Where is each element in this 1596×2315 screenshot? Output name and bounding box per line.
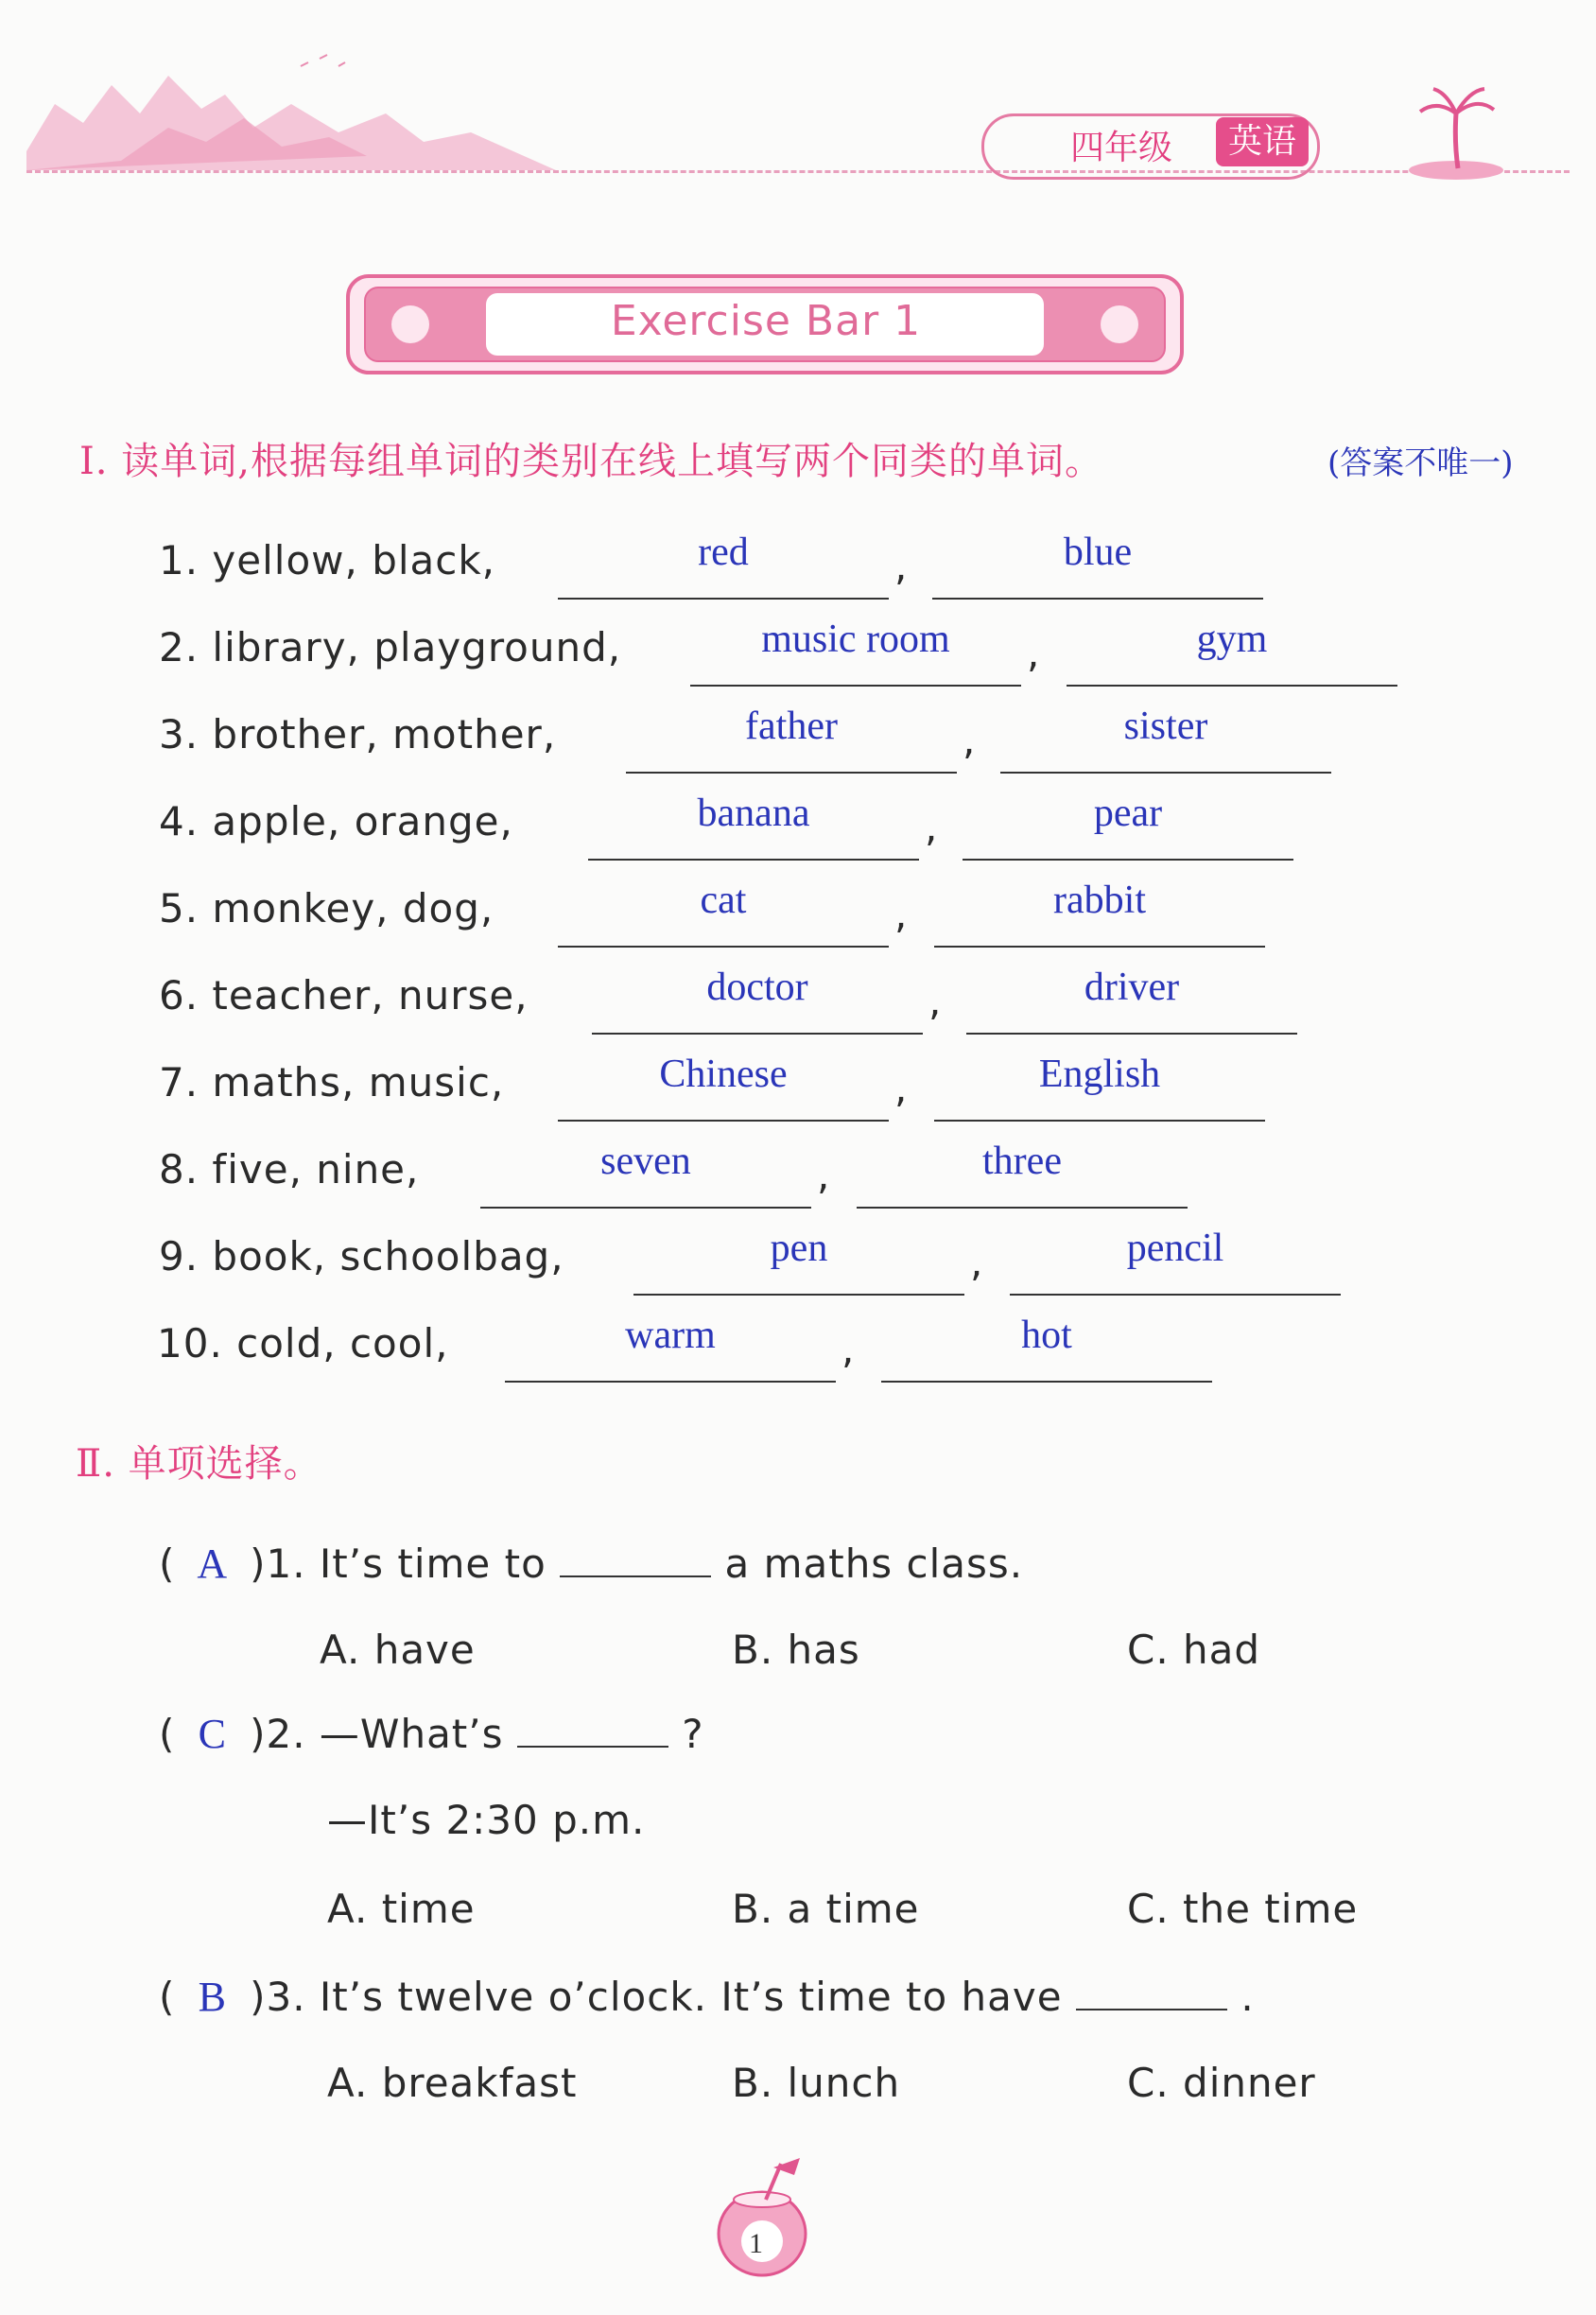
mc2-option-c[interactable]: C. the time xyxy=(1127,1886,1359,1932)
separator-comma: , xyxy=(963,717,976,763)
handwritten-answer: warm xyxy=(625,1314,716,1357)
separator-comma: , xyxy=(925,804,938,850)
handwritten-answer: driver xyxy=(1084,966,1180,1009)
mc1-option-c[interactable]: C. had xyxy=(1127,1627,1261,1673)
mc3-option-a[interactable]: A. breakfast xyxy=(327,2060,578,2106)
handwritten-answer: music room xyxy=(761,618,950,661)
handwritten-answer: banana xyxy=(697,792,810,835)
separator-comma: , xyxy=(928,978,942,1024)
mc2-response-line: —It’s 2:30 p.m. xyxy=(327,1797,646,1843)
word-group-prompt: 1. yellow, black, xyxy=(159,537,496,583)
separator-comma: , xyxy=(894,543,908,589)
word-group-prompt: 5. monkey, dog, xyxy=(159,885,494,931)
mc2-option-a[interactable]: A. time xyxy=(327,1886,476,1932)
mc1-option-b[interactable]: B. has xyxy=(732,1627,860,1673)
separator-comma: , xyxy=(841,1326,855,1372)
handwritten-answer: hot xyxy=(1021,1314,1072,1357)
handwritten-answer: cat xyxy=(700,879,747,922)
grade-label: 四年级 xyxy=(1070,129,1173,167)
palm-tree-icon xyxy=(1399,76,1513,180)
handwritten-answer: English xyxy=(1038,1053,1161,1096)
word-group-prompt: 9. book, schoolbag, xyxy=(159,1233,564,1279)
mc-answer-3[interactable]: B xyxy=(198,1974,227,2020)
word-group-prompt: 4. apple, orange, xyxy=(159,798,513,844)
handwritten-answer: three xyxy=(982,1140,1062,1183)
separator-comma: , xyxy=(894,1065,908,1111)
word-group-prompt: 6. teacher, nurse, xyxy=(159,972,529,1018)
header-divider xyxy=(26,170,1570,173)
word-group-prompt: 2. library, playground, xyxy=(159,624,622,670)
separator-comma: , xyxy=(970,1239,983,1285)
mc-blank-3 xyxy=(1076,1973,1227,2010)
mc-question-3: ( B )3. It’s twelve o’clock. It’s time to have . xyxy=(159,1974,1255,2020)
handwritten-answer: gym xyxy=(1196,618,1268,661)
word-group-prompt: 3. brother, mother, xyxy=(159,711,557,757)
handwritten-answer: father xyxy=(745,705,838,748)
mc-blank-1 xyxy=(560,1540,711,1577)
mc3-option-b[interactable]: B. lunch xyxy=(732,2060,901,2106)
mountain-decoration xyxy=(26,38,575,170)
word-group-prompt: 7. maths, music, xyxy=(159,1059,505,1105)
mc-answer-1[interactable]: A xyxy=(197,1540,229,1587)
page-number: 1 xyxy=(749,2228,763,2259)
mc3-option-c[interactable]: C. dinner xyxy=(1127,2060,1316,2106)
mc-blank-2 xyxy=(517,1710,668,1748)
handwritten-answer: pencil xyxy=(1126,1227,1224,1270)
section1-title: Ⅰ. 读单词,根据每组单词的类别在线上填写两个同类的单词。 xyxy=(79,440,1103,483)
mc-question-2: ( C )2. —What’s ? xyxy=(159,1711,704,1757)
handwritten-answer: seven xyxy=(600,1140,691,1183)
handwritten-answer: pear xyxy=(1093,792,1163,835)
mc1-option-a[interactable]: A. have xyxy=(320,1627,476,1673)
subject-badge: 英语 xyxy=(1216,117,1309,166)
handwritten-answer: red xyxy=(698,531,749,574)
separator-comma: , xyxy=(817,1152,830,1198)
mc-answer-2[interactable]: C xyxy=(198,1711,227,1757)
word-group-prompt: 10. cold, cool, xyxy=(157,1320,449,1366)
separator-comma: , xyxy=(1027,630,1040,676)
handwritten-answer: pen xyxy=(770,1227,828,1270)
banner-title: Exercise Bar 1 xyxy=(610,297,922,345)
handwritten-answer: Chinese xyxy=(659,1053,788,1096)
word-group-prompt: 8. five, nine, xyxy=(159,1146,420,1192)
section1-note: (答案不唯一) xyxy=(1327,444,1514,482)
section2-title: Ⅱ. 单项选择。 xyxy=(76,1442,322,1486)
mc-question-1: ( A )1. It’s time to a maths class. xyxy=(159,1540,1024,1587)
mc2-option-b[interactable]: B. a time xyxy=(732,1886,920,1932)
handwritten-answer: rabbit xyxy=(1053,879,1146,922)
handwritten-answer: blue xyxy=(1063,531,1133,574)
handwritten-answer: sister xyxy=(1123,705,1208,748)
coconut-drink-icon xyxy=(707,2156,821,2279)
handwritten-answer: doctor xyxy=(706,966,808,1009)
separator-comma: , xyxy=(894,891,908,937)
